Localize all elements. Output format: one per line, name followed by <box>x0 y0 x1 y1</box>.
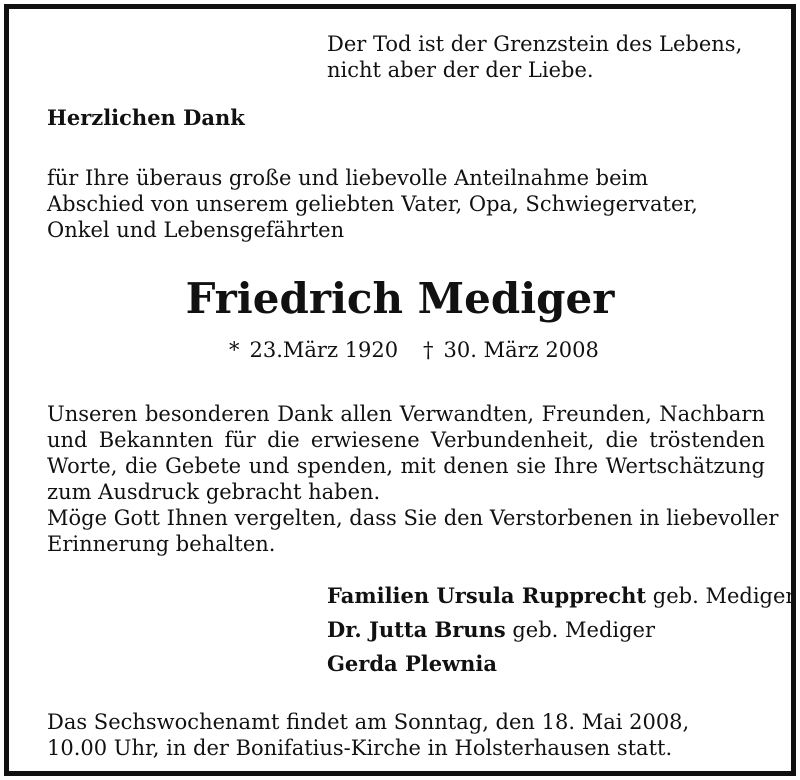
gratitude-paragraph <box>47 401 779 557</box>
service-note-line-1: Das Sechswochenamt findet am Sonntag, den 18. Mai 2008, <box>47 710 690 734</box>
service-note <box>47 709 689 761</box>
death-date-line <box>423 337 599 363</box>
signature-name: Gerda Plewnia <box>327 651 498 676</box>
motto-quote <box>327 31 742 83</box>
service-note-line-2: 10.00 Uhr, in der Bonifatius-Kirche in Holsterhausen statt. <box>47 736 673 760</box>
signature-line <box>327 583 795 609</box>
motto-line-2: nicht aber der der Liebe. <box>327 58 594 82</box>
signature-line <box>327 651 497 677</box>
signature-name: Dr. Jutta Bruns <box>327 617 506 642</box>
death-date: 30. März 2008 <box>443 338 599 362</box>
gratitude-line: und Bekannten für die erwiesene Verbundenheit, die tröstenden <box>47 428 765 452</box>
intro-line-1: für Ihre überaus große und liebevolle Anteilnahme beim <box>47 166 649 190</box>
birth-date: 23.März 1920 <box>249 338 399 362</box>
intro-line-3: Onkel und Lebensgefährten <box>47 218 345 242</box>
birth-star-icon: * <box>229 338 240 362</box>
gratitude-line: Unseren besonderen Dank allen Verwandten, Freunden, Nachbarn <box>47 402 765 426</box>
intro-line-2: Abschied von unserem geliebten Vater, Opa, Schwiegervater, <box>47 192 698 216</box>
birth-date-line <box>229 337 398 363</box>
intro-paragraph <box>47 165 698 243</box>
signature-suffix: geb. Mediger <box>652 584 796 608</box>
signature-name: Familien Ursula Rupprecht <box>327 583 647 608</box>
signature-suffix: geb. Mediger <box>512 618 656 642</box>
signature-line <box>327 617 655 643</box>
gratitude-line: Möge Gott Ihnen vergelten, dass Sie den Verstorbenen in liebevoller <box>47 506 779 530</box>
gratitude-line: Worte, die Gebete und spenden, mit denen sie Ihre Wertschätzung <box>47 454 765 478</box>
deceased-name: Friedrich Mediger <box>185 274 615 323</box>
obituary-frame <box>4 4 796 776</box>
gratitude-line: Erinnerung behalten. <box>47 532 276 556</box>
motto-line-1: Der Tod ist der Grenzstein des Lebens, <box>327 32 743 56</box>
death-cross-icon: † <box>423 338 434 362</box>
gratitude-line: zum Ausdruck gebracht haben. <box>47 480 381 504</box>
thanks-heading: Herzlichen Dank <box>47 105 245 130</box>
